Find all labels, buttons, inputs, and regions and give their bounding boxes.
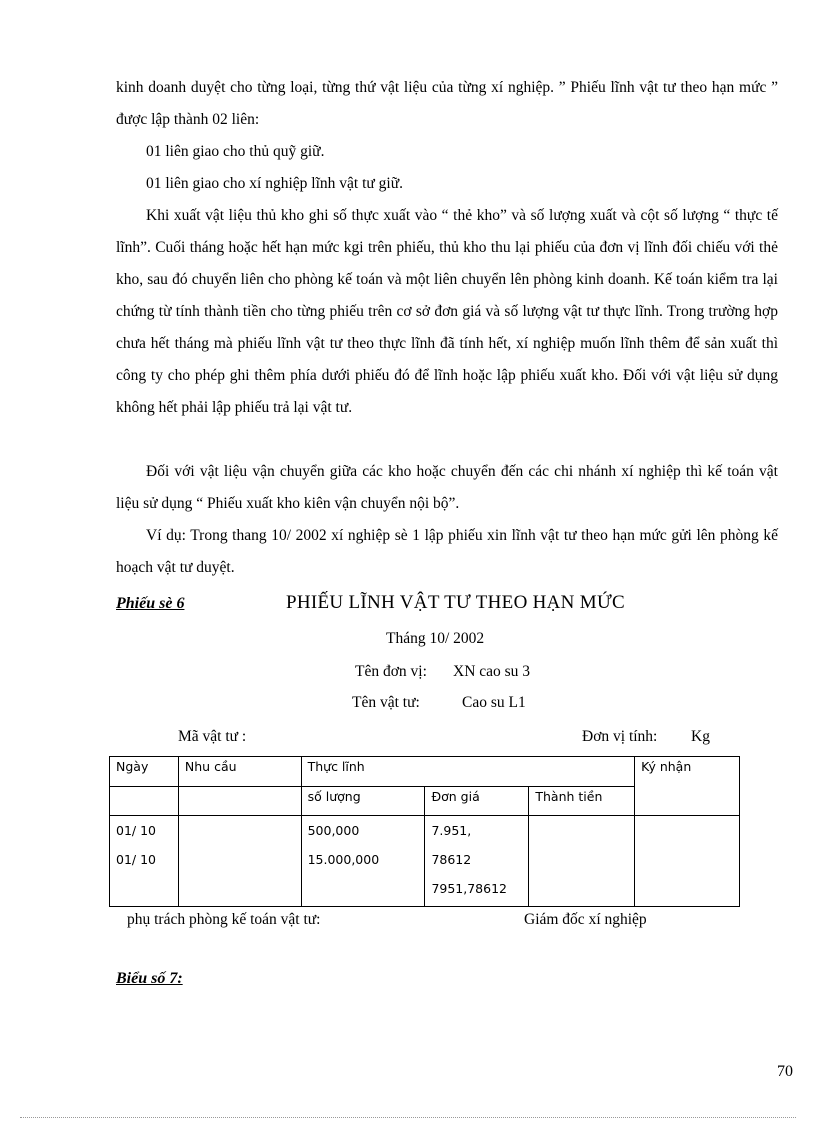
unit-price-value: 7951,78612 (431, 881, 507, 896)
date-value: 01/ 10 (116, 852, 156, 867)
uom-label: Đơn vị tính: (582, 728, 658, 745)
header-date: Ngày (110, 757, 179, 787)
paragraph-intro: kinh doanh duyệt cho từng loại, từng thứ vật liệu của từng xí nghiệp. ” Phiếu lĩnh vật tư theo hạn mức ” được lập thành 02 liên: (116, 79, 778, 128)
form-label: Phiếu sè 6 (116, 595, 185, 612)
header-signature: Ký nhận (635, 757, 740, 816)
header-unit-price: Đơn giá (425, 787, 529, 816)
material-label: Tên vật tư: (352, 694, 420, 711)
requisition-table (109, 756, 740, 907)
material-code-label: Mã vật tư : (178, 728, 247, 745)
material-value: Cao su L1 (462, 694, 526, 711)
unit-price-value: 7.951, (431, 823, 472, 838)
unit-price-cell (425, 816, 529, 907)
header-actual: Thực lĩnh (301, 757, 635, 787)
page-number: 70 (777, 1063, 793, 1080)
paragraph-copy-1: 01 liên giao cho thủ quỹ giữ. (146, 143, 325, 160)
date-value: 01/ 10 (116, 823, 156, 838)
subheader-empty-demand (178, 787, 301, 816)
paragraph-transfer: Đối với vật liệu vận chuyển giữa các kho hoặc chuyển đến các chi nhánh xí nghiệp thì kế toán vật liệu sử dụng “ Phiếu xuất kho kiên vận chuyển nội bộ”. (116, 463, 778, 512)
quantity-cell (301, 816, 425, 907)
demand-cell (178, 816, 301, 907)
amount-cell (529, 816, 635, 907)
table-header-row (110, 757, 740, 787)
date-cell (110, 816, 179, 907)
signature-cell (635, 816, 740, 907)
paragraph-procedure: Khi xuất vật liệu thủ kho ghi số thực xuất vào “ thẻ kho” và số lượng xuất và cột số lượng “ thực tế lĩnh”. Cuối tháng hoặc hết hạn mức kgi trên phiếu, thủ kho thu lại phiếu của đơn vị lĩnh đối chiếu với thẻ kho, sau đó chuyển liên cho phòng kế toán và một liên chuyển lên phòng kinh doanh. Kế toán kiểm tra lại chứng từ tính thành tiền cho từng phiếu trên cơ sở đơn giá và số lượng vật tư thực lĩnh. Trong trường hợp chưa hết tháng mà phiếu lĩnh vật tư theo thực lĩnh đã tính hết, xí nghiệp muốn lĩnh thêm để sản xuất thì công ty cho phép ghi thêm phía dưới phiếu đó để lĩnh hoặc lập phiếu xuất kho. Đối với vật liệu sử dụng không hết phải lập phiếu trả lại vật tư. (116, 207, 778, 416)
uom-value: Kg (691, 728, 710, 745)
footer-divider (20, 1117, 796, 1118)
header-amount: Thành tiền (529, 787, 635, 816)
header-demand: Nhu cầu (178, 757, 301, 787)
paragraph-copy-2: 01 liên giao cho xí nghiệp lĩnh vật tư giữ. (146, 175, 404, 192)
unit-value: XN cao su 3 (453, 663, 531, 680)
quantity-value: 15.000,000 (307, 852, 380, 867)
subheader-empty-date (110, 787, 179, 816)
header-quantity: số lượng (301, 787, 425, 816)
signature-director: Giám đốc xí nghiệp (524, 911, 647, 928)
unit-label: Tên đơn vị: (355, 663, 427, 680)
paragraph-example: Ví dụ: Trong thang 10/ 2002 xí nghiệp sè 1 lập phiếu xin lĩnh vật tư theo hạn mức gửi lên phòng kế hoạch vật tư duyệt. (116, 527, 778, 576)
signature-accounting-head: phụ trách phòng kế toán vật tư: (127, 911, 321, 928)
unit-price-value: 78612 (431, 852, 472, 867)
form-month: Tháng 10/ 2002 (386, 630, 485, 647)
next-form-label: Biểu số 7: (116, 970, 183, 987)
form-title: PHIẾU LĨNH VẬT TƯ THEO HẠN MỨC (286, 592, 625, 613)
quantity-value: 500,000 (307, 823, 360, 838)
table-row (110, 816, 740, 907)
